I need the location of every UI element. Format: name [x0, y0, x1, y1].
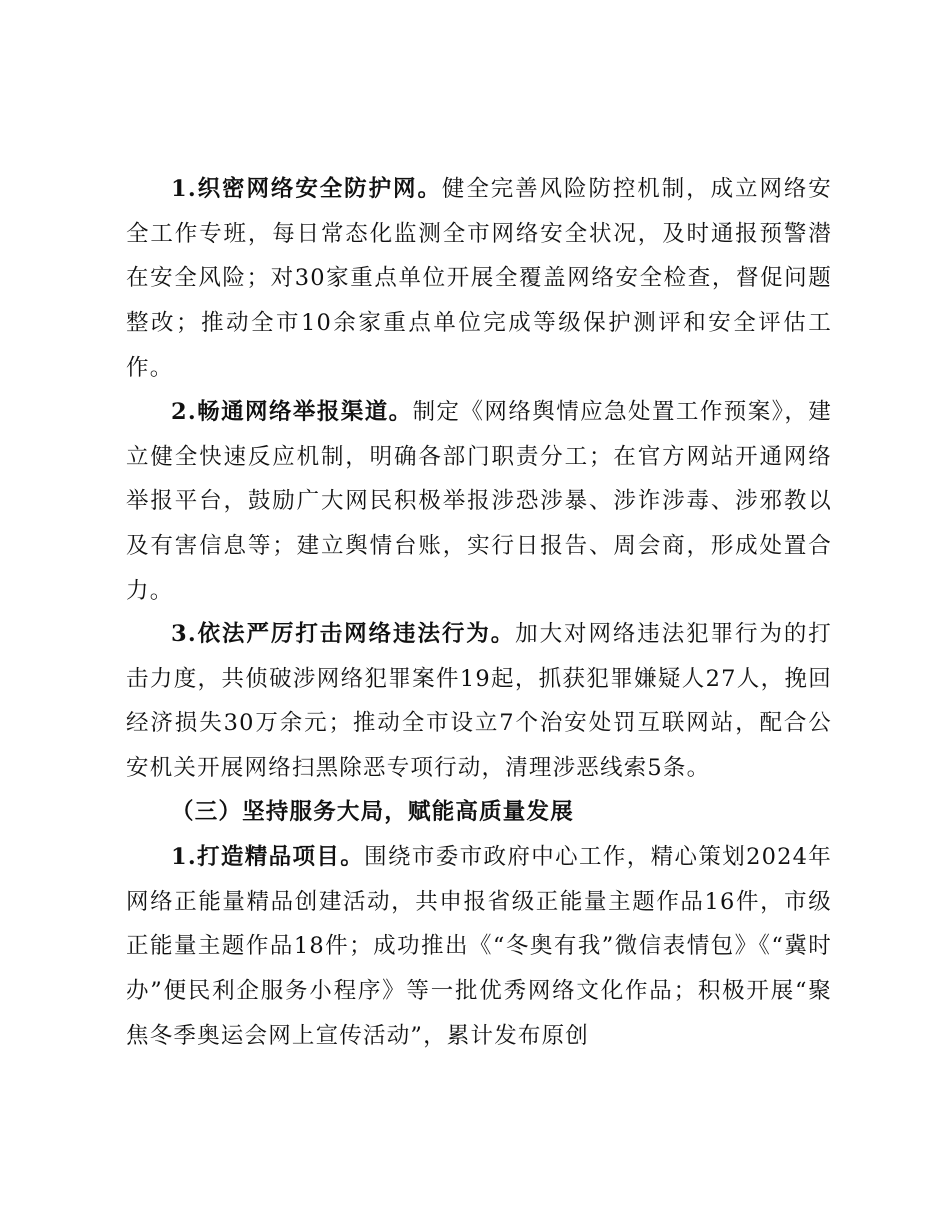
paragraph-crackdown	[126, 612, 832, 791]
paragraph-body: 加大对网络违法犯罪行为的打击力度，共侦破涉网络犯罪案件19起，抓获犯罪嫌疑人27人，挽回经济损失30万余元；推动全市设立7个治安处罚互联网站，配合公安机关开展网络扫黑除恶专项行动，清理涉恶线索5条。	[126, 621, 832, 782]
paragraph-network-security	[126, 167, 832, 391]
paragraph-quality-projects	[126, 835, 832, 1059]
paragraph-lead: 3.依法严厉打击网络违法行为。	[171, 621, 516, 647]
paragraph-lead: 1.织密网络安全防护网。	[171, 176, 442, 202]
paragraph-lead: 2.畅通网络举报渠道。	[171, 399, 413, 425]
section-heading: （三）坚持服务大局，赋能高质量发展	[171, 799, 574, 825]
paragraph-report-channel	[126, 390, 832, 614]
paragraph-lead: 1.打造精品项目。	[171, 844, 365, 870]
paragraph-body: 健全完善风险防控机制，成立网络安全工作专班，每日常态化监测全市网络安全状况，及时通报预警潜在安全风险；对30家重点单位开展全覆盖网络安全检查，督促问题整改；推动全市10余家重点单位完成等级保护测评和安全评估工作。	[126, 176, 832, 381]
paragraph-body: 制定《网络舆情应急处置工作预案》，建立健全快速反应机制，明确各部门职责分工；在官方网站开通网络举报平台，鼓励广大网民积极举报涉恐涉暴、涉诈涉毒、涉邪教以及有害信息等；建立舆情台账，实行日报告、周会商，形成处置合力。	[126, 399, 832, 604]
paragraph-body: 围绕市委市政府中心工作，精心策划2024年网络正能量精品创建活动，共申报省级正能量主题作品16件，市级正能量主题作品18件；成功推出《“冬奥有我”微信表情包》《“冀时办”便民利企服务小程序》等一批优秀网络文化作品；积极开展“聚焦冬季奥运会网上宣传活动”，累计发布原创	[126, 844, 832, 1049]
